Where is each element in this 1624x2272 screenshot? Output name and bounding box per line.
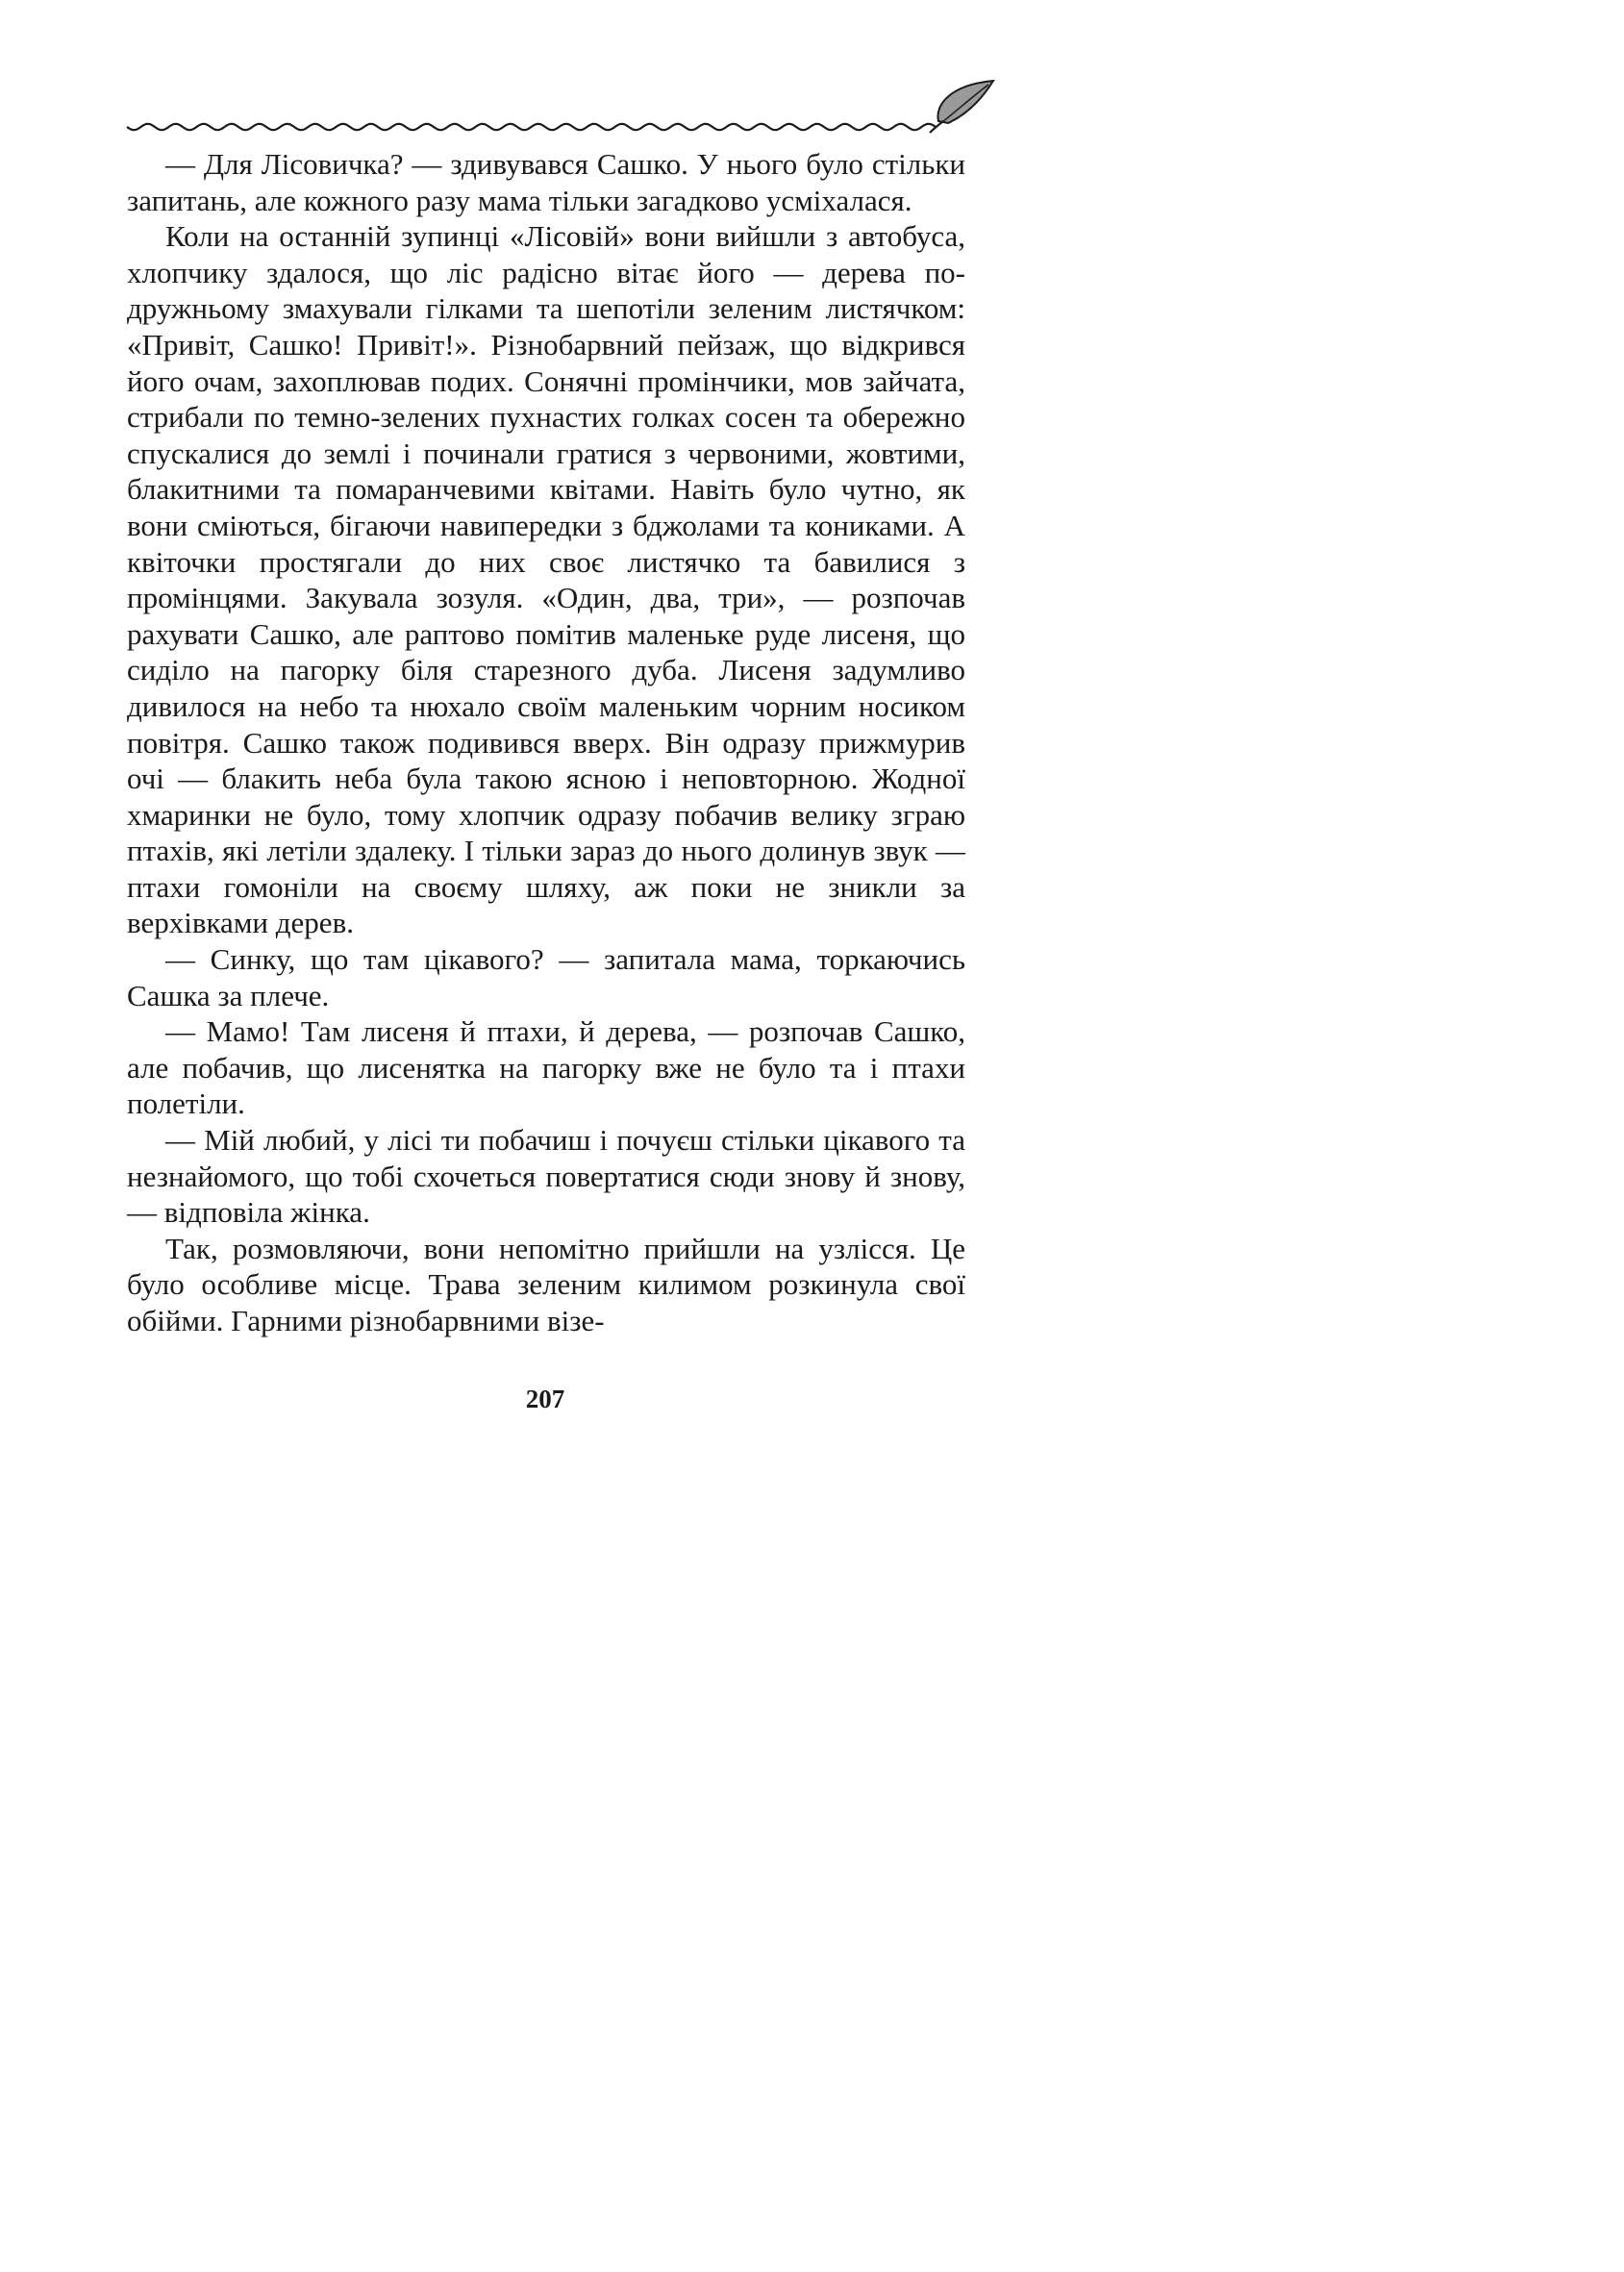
paragraph: — Для Лісовичка? — здивувався Сашко. У нього було стільки запитань, але кожного разу мама тільки загадково усміхалася. [127,147,965,217]
paragraph: — Синку, що там цікавого? — запитала мама, торкаючись Сашка за плече. [127,942,965,1012]
paragraph: — Мамо! Там лисеня й птахи, й дерева, — розпочав Сашко, але побачив, що лисенятка на пагорку вже не було та і птахи полетіли. [127,1014,965,1121]
body-text [127,146,965,1339]
paragraph: Коли на останній зупинці «Лісовій» вони вийшли з автобуса, хлопчику здалося, що ліс радісно вітає його — дерева по-дружньому змахували гілками та шепотіли зеленим листячком: «Привіт, Сашко! Привіт!». Різнобарвний пейзаж, що відкрився його очам, захоплював подих. Сонячні промінчики, мов зайчата, стрибали по темно-зелених пухнастих голках сосен та обережно спускалися до землі і починали гратися з червоними, жовтими, блакитними та помаранчевими квітами. Навіть було чутно, як вони сміються, бігаючи навипередки з бджолами та кониками. А квіточки простягали до них своє листячко та бавилися з промінцями. Закувала зозуля. «Один, два, три», — розпочав рахувати Сашко, але раптово помітив маленьке руде лисеня, що сиділо на пагорку біля старезного дуба. Лисеня задумливо дивилося на небо та нюхало своїм маленьким чорним носиком повітря. Сашко також подивився вверх. Він одразу прижмурив очі — блакить неба була такою ясною і неповторною. Жодної хмаринки не було, тому хлопчик одразу побачив велику зграю птахів, які летіли здалеку. І тільки зараз до нього долинув звук — птахи гомоніли на своєму шляху, аж поки не зникли за верхівками дерев. [127,219,965,940]
wavy-line-icon [127,124,937,130]
feather-quill-icon [930,81,993,133]
paragraph: — Мій любий, у лісі ти побачиш і почуєш стільки цікавого та незнайомого, що тобі схочеться повертатися сюди знову й знову, — відповіла жінка. [127,1123,965,1230]
header-ornament [123,75,998,144]
page-number: 207 [525,1385,565,1413]
paragraph: Так, розмовляючи, вони непомітно прийшли на узлісся. Це було особливе місце. Трава зеленим килимом розкинула свої обійми. Гарними різнобарвними візе- [127,1231,965,1337]
